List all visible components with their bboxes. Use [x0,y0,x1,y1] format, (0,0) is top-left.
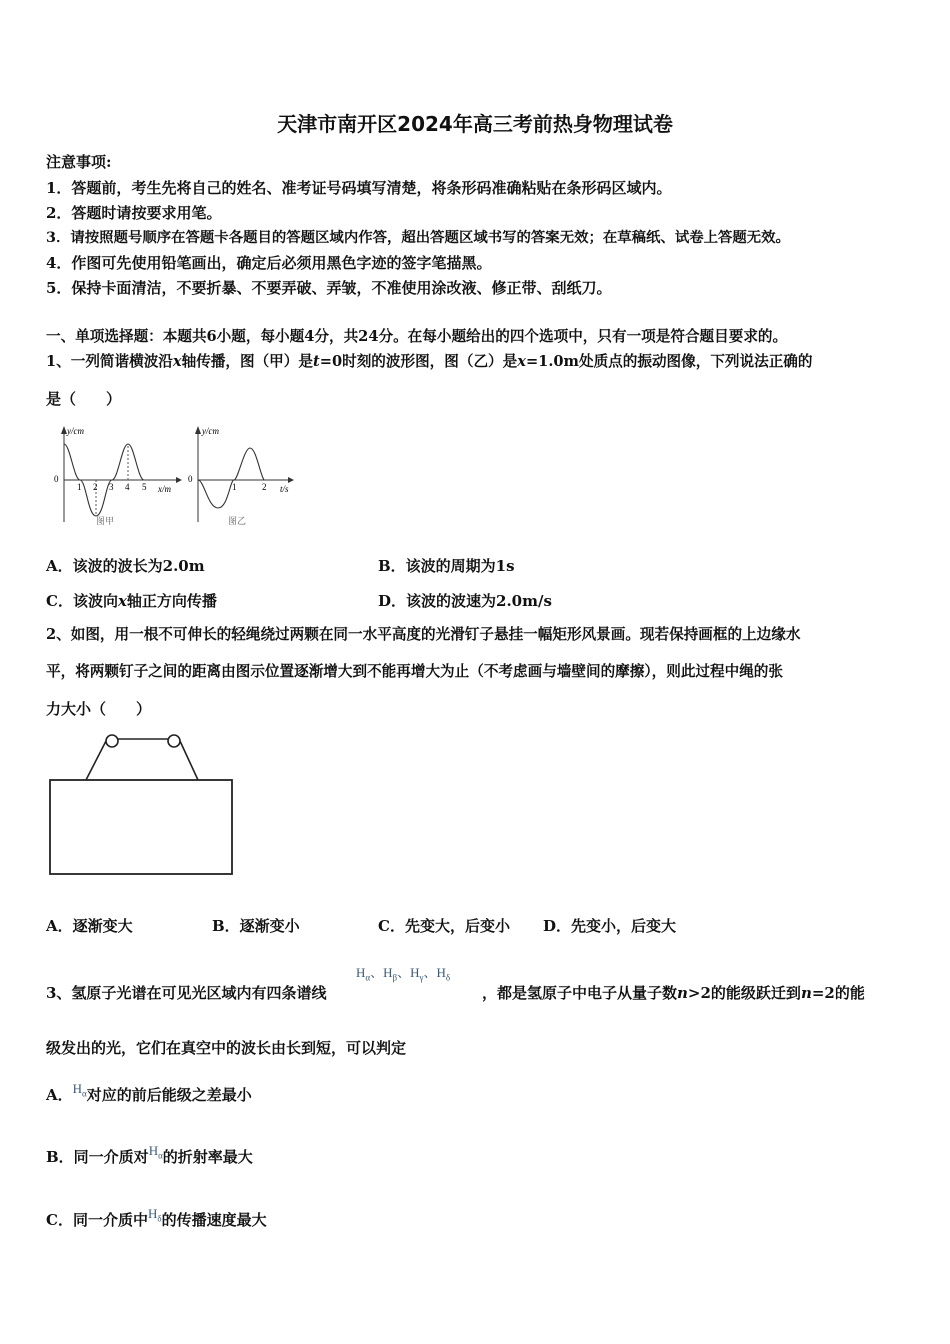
question-3-stem: 3、氢原子光谱在可见光区域内有四条谱线 [46,984,327,1002]
graph-b-tick: 2 [262,482,267,492]
graph-b-origin: 0 [188,474,193,484]
page-title: 天津市南开区2024年高三考前热身物理试卷 [277,112,673,136]
note-item: 2．答题时请按要求用笔。 [46,204,222,222]
note-item: 4．作图可先使用铅笔画出，确定后必须用黑色字迹的签字笔描黑。 [46,254,492,272]
question-2-stem: 2、如图，用一根不可伸长的轻绳绕过两颗在同一水平高度的光滑钉子悬挂一幅矩形风景画。现若保持画框的上边缘水 [46,626,801,643]
q2-option-c: C．先变大，后变小 [378,917,510,935]
graph-b-tick: 1 [232,482,237,492]
q3-option-a: A．$H_\alpha$对应的前后能级之差最小 [46,1081,252,1104]
q2-option-b: B．逐渐变小 [212,917,300,935]
q3-option-c: C．同一介质中$H_\delta$的传播速度最大 [46,1206,267,1229]
vibration-graph-b [184,420,304,530]
q1-option-d: D．该波的波速为2.0m/s [378,592,552,610]
graph-a-tick: 3 [109,482,114,492]
graph-a-tick: 1 [77,482,82,492]
graph-b-xlabel: t/s [280,484,289,494]
graph-a-ylabel: y/cm [67,426,84,436]
graph-a-tick: 2 [93,482,98,492]
note-item: 3．请按照题号顺序在答题卡各题目的答题区域内作答，超出答题区域书写的答案无效；在草稿纸、试卷上答题无效。 [46,229,790,246]
graph-b-caption: 图乙 [228,516,247,526]
hanging-picture-figure [44,728,244,880]
section-heading: 一、单项选择题：本题共6小题，每小题4分，共24分。在每小题给出的四个选项中，只有一项是符合题目要求的。 [46,328,788,345]
question-1-stem: 1、一列简谐横波沿x轴传播，图（甲）是t=0时刻的波形图，图（乙）是x=1.0m处质点的振动图像，下列说法正确的 [46,353,813,370]
graph-a-caption: 图甲 [96,516,115,526]
question-3-stem-cont: 级发出的光，它们在真空中的波长由长到短，可以判定 [46,1039,407,1057]
q1-option-c: C．该波向x轴正方向传播 [46,592,217,610]
note-item: 5．保持卡面清洁，不要折暴、不要弄破、弄皱，不准使用涂改液、修正带、刮纸刀。 [46,279,612,297]
graph-a-tick: 5 [142,482,147,492]
question-1-stem-cont: 是（ ） [46,390,122,408]
spectral-lines-label: $H_\alpha$、$H_\beta$、$H_\gamma$、$H_\delta$ [356,965,451,983]
graph-a-tick: 4 [125,482,130,492]
question-2-stem-cont: 力大小（ ） [46,700,152,718]
graph-b-ylabel: y/cm [202,426,219,436]
graph-a-origin: 0 [54,474,59,484]
question-3-stem-b: ，都是氢原子中电子从量子数n>2的能级跃迁到n=2的能 [482,984,865,1002]
wave-graph-a [50,420,190,530]
q3-option-b: B．同一介质对$H_\alpha$的折射率最大 [46,1143,253,1166]
q1-option-b: B．该波的周期为1s [378,557,515,575]
q2-option-a: A．逐渐变大 [46,917,133,935]
graph-a-xlabel: x/m [158,484,171,494]
q2-option-d: D．先变小，后变大 [543,917,677,935]
question-2-stem-cont: 平，将两颗钉子之间的距离由图示位置逐渐增大到不能再增大为止（不考虑画与墙壁间的摩擦），则此过程中绳的张 [46,663,783,680]
notes-heading: 注意事项: [46,153,112,171]
q1-option-a: A．该波的波长为2.0m [46,557,205,575]
note-item: 1．答题前，考生先将自己的姓名、准考证号码填写清楚，将条形码准确粘贴在条形码区域内。 [46,179,672,197]
